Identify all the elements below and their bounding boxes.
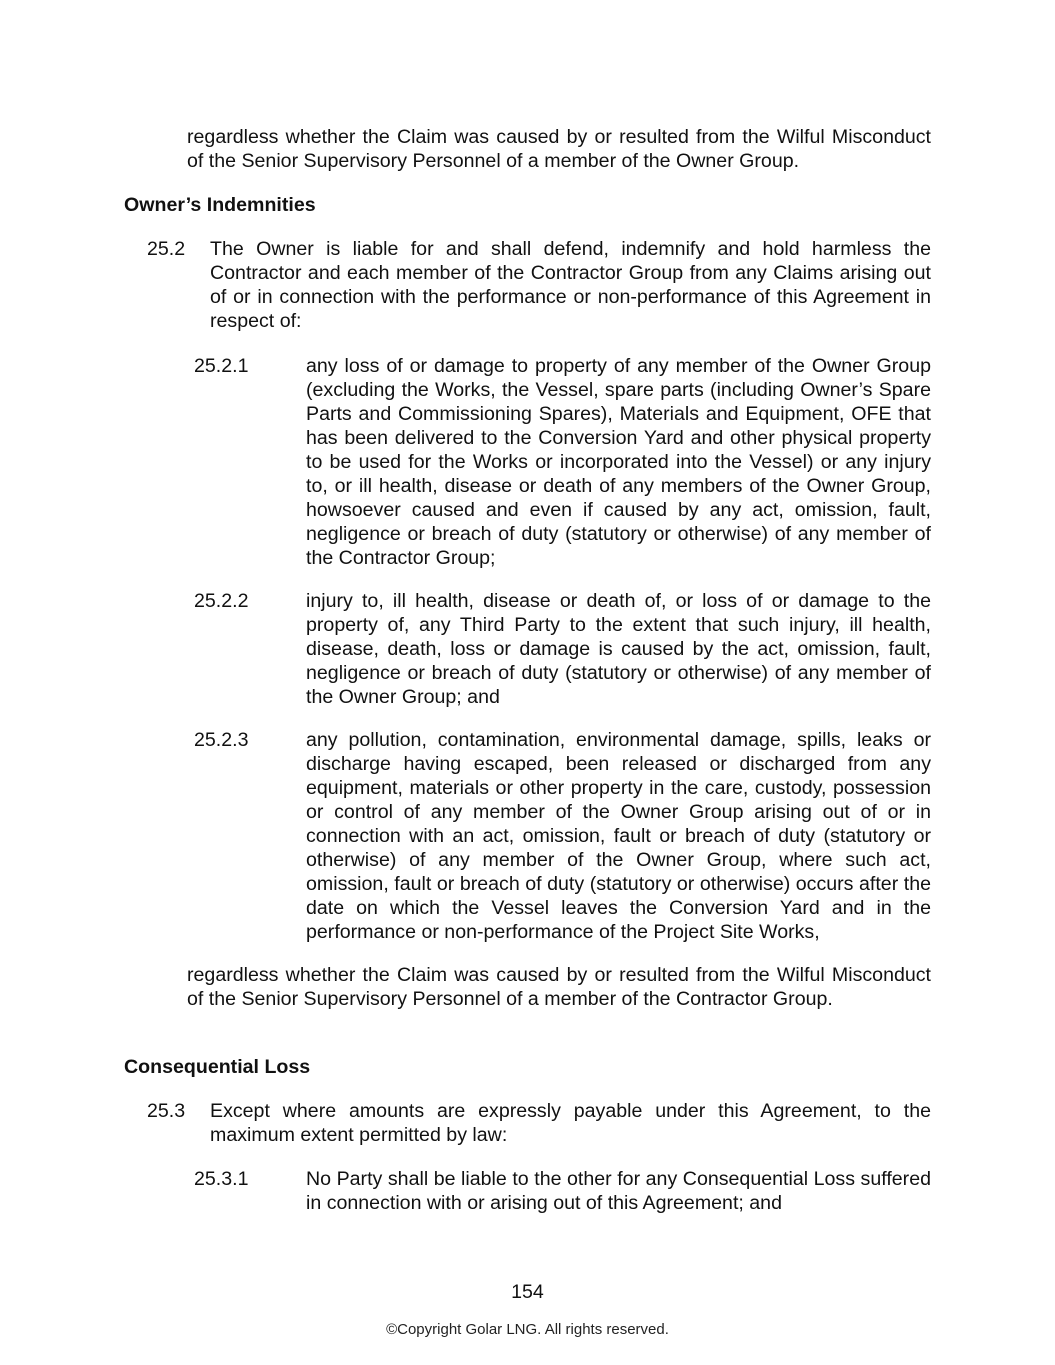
clause-25-3-number: 25.3 bbox=[147, 1100, 186, 1122]
copyright-notice: ©Copyright Golar LNG. All rights reserved. bbox=[386, 1321, 669, 1338]
clause-25-3-1-number: 25.3.1 bbox=[194, 1168, 249, 1190]
clause-25-3-text: Except where amounts are expressly payable under this Agreement, to the maximum extent permitted by law: bbox=[210, 1100, 931, 1146]
clause-25-2-1-number: 25.2.1 bbox=[194, 355, 249, 377]
clause-25-2-text: The Owner is liable for and shall defend, indemnify and hold harmless the Contractor and each member of the Contractor Group from any Claims arising out of or in connection with the performance or non-performance of this Agreement in respect of: bbox=[210, 238, 931, 332]
closing-paragraph: regardless whether the Claim was caused by or resulted from the Wilful Misconduct of the Senior Supervisory Personnel of a member of the Contractor Group. bbox=[187, 964, 931, 1010]
clause-25-2-3-text: any pollution, contamination, environmental damage, spills, leaks or discharge having escaped, been released or discharged from any equipment, materials or other property in the care, custody, possession or control of any member of the Owner Group arising out of or in connection with an act, omission, fault or breach of duty (statutory or otherwise) of any member of the Owner Group, where such act, omission, fault or breach of duty (statutory or otherwise) occurs after the date on which the Vessel leaves the Conversion Yard and in the performance or non-performance of the Project Site Works, bbox=[306, 729, 931, 943]
clause-25-3-1-text: No Party shall be liable to the other for any Consequential Loss suffered in connection with or arising out of this Agreement; and bbox=[306, 1168, 931, 1214]
clause-25-2-3-number: 25.2.3 bbox=[194, 729, 249, 751]
owners-indemnities-heading: Owner’s Indemnities bbox=[124, 194, 316, 216]
consequential-loss-heading: Consequential Loss bbox=[124, 1056, 311, 1078]
page-number: 154 bbox=[511, 1281, 544, 1303]
intro-paragraph: regardless whether the Claim was caused by or resulted from the Wilful Misconduct of the Senior Supervisory Personnel of a member of the Owner Group. bbox=[187, 126, 931, 172]
clause-25-2-2-text: injury to, ill health, disease or death of, or loss of or damage to the property of, any Third Party to the extent that such injury, ill health, disease, death, loss or damage is caused by the act, omission, fault, negligence or breach of duty (statutory or otherwise) of any member of the Owner Group; and bbox=[306, 590, 931, 708]
clause-25-2-number: 25.2 bbox=[147, 238, 186, 260]
clause-25-2-1-text: any loss of or damage to property of any member of the Owner Group (excluding the Works, the Vessel, spare parts (including Owner’s Spare Parts and Commissioning Spares), Materials and Equipment, OFE that has been delivered to the Conversion Yard and other physical property to be used for the Works or incorporated into the Vessel) or any injury to, or ill health, disease or death of any members of the Owner Group, howsoever caused and even if caused by any act, omission, fault, negligence or breach of duty (statutory or otherwise) of any member of the Contractor Group; bbox=[306, 355, 931, 569]
clause-25-2-2-number: 25.2.2 bbox=[194, 590, 249, 612]
